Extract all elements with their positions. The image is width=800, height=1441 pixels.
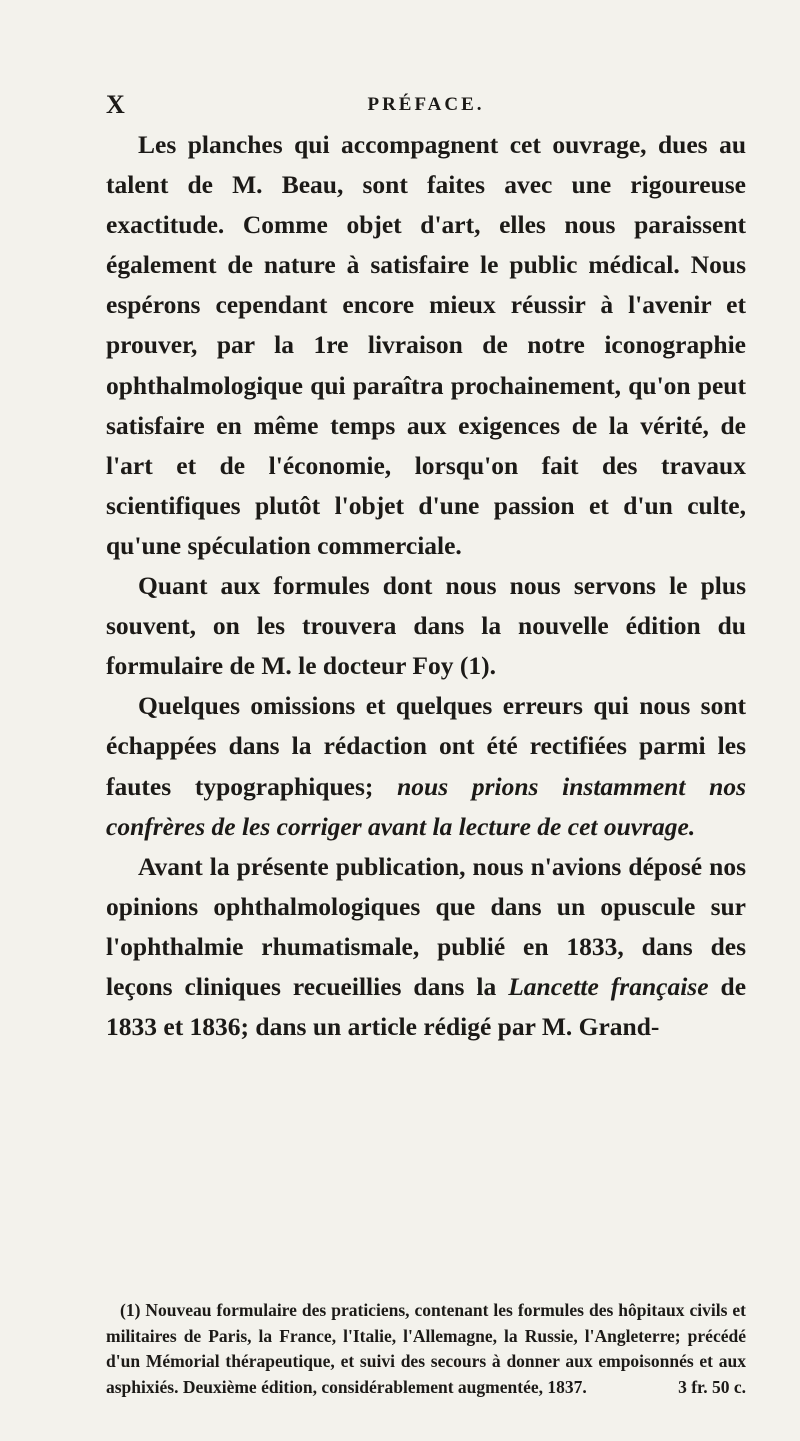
paragraph-formulas: Quant aux formules dont nous nous servons le plus souvent, on les trouvera dans la nouvelle édition du formulaire de M. le docteur Foy (1). (106, 571, 746, 681)
page-number: X (106, 90, 125, 119)
footnote-body: (1) Nouveau formulaire des praticiens, contenant les formules des hôpitaux civils et militaires de Paris, la France, l'Italie, l'Allemagne, la Russie, l'Angleterre; précédé d'un Mémorial thérapeutique, et suivi des secours à donner aux empoisonnés et aux asphixiés. Deuxième édition, considérablement augmentée, 1837. (106, 1300, 746, 1397)
prior-publications-end: de 1833 et 1836; dans un article rédigé par M. Grand- (106, 971, 747, 1042)
paragraph-plates: Les planches qui accompagnent cet ouvrage, dues au talent de M. Beau, sont faites avec une rigoureuse exactitude. Comme objet d'art, elles nous paraissent également de nature à satisfaire le public médical. Nous espérons cependant encore mieux réussir à l'avenir et prouver, par la 1re livraison de notre iconographie ophthalmologique qui paraîtra prochainement, qu'on peut satisfaire en même temps aux exigences de la vérité, de l'art et de l'économie, lorsqu'on fait des travaux scientifiques plutôt l'objet d'une passion et d'un culte, qu'une spéculation commerciale. (106, 130, 746, 560)
footnote-price: 3 fr. 50 c. (678, 1376, 746, 1397)
page-header (106, 90, 746, 130)
body-text (106, 125, 746, 1047)
journal-title: Lancette française (508, 971, 709, 1001)
errata-text: Quelques omissions et quelques erreurs qui nous sont échappées dans la rédaction ont été rectifiées parmi les fautes typographiques; (106, 691, 746, 801)
errata-request: nous prions instamment nos confrères de les corriger avant la lecture de cet ouvrage. (106, 771, 746, 841)
footnote (106, 1298, 746, 1400)
prior-publications-text: Avant la présente publication, nous n'avions déposé nos opinions ophthalmologiques que dans un opuscule sur l'ophthalmie rhumatismale, publié en 1833, dans des leçons cliniques recueillies dans la (106, 851, 746, 1001)
paragraph-errata (106, 686, 746, 846)
running-title: PRÉFACE. (367, 94, 485, 115)
footnote-text (106, 1298, 746, 1400)
paragraph-prior-publications (106, 847, 746, 1047)
